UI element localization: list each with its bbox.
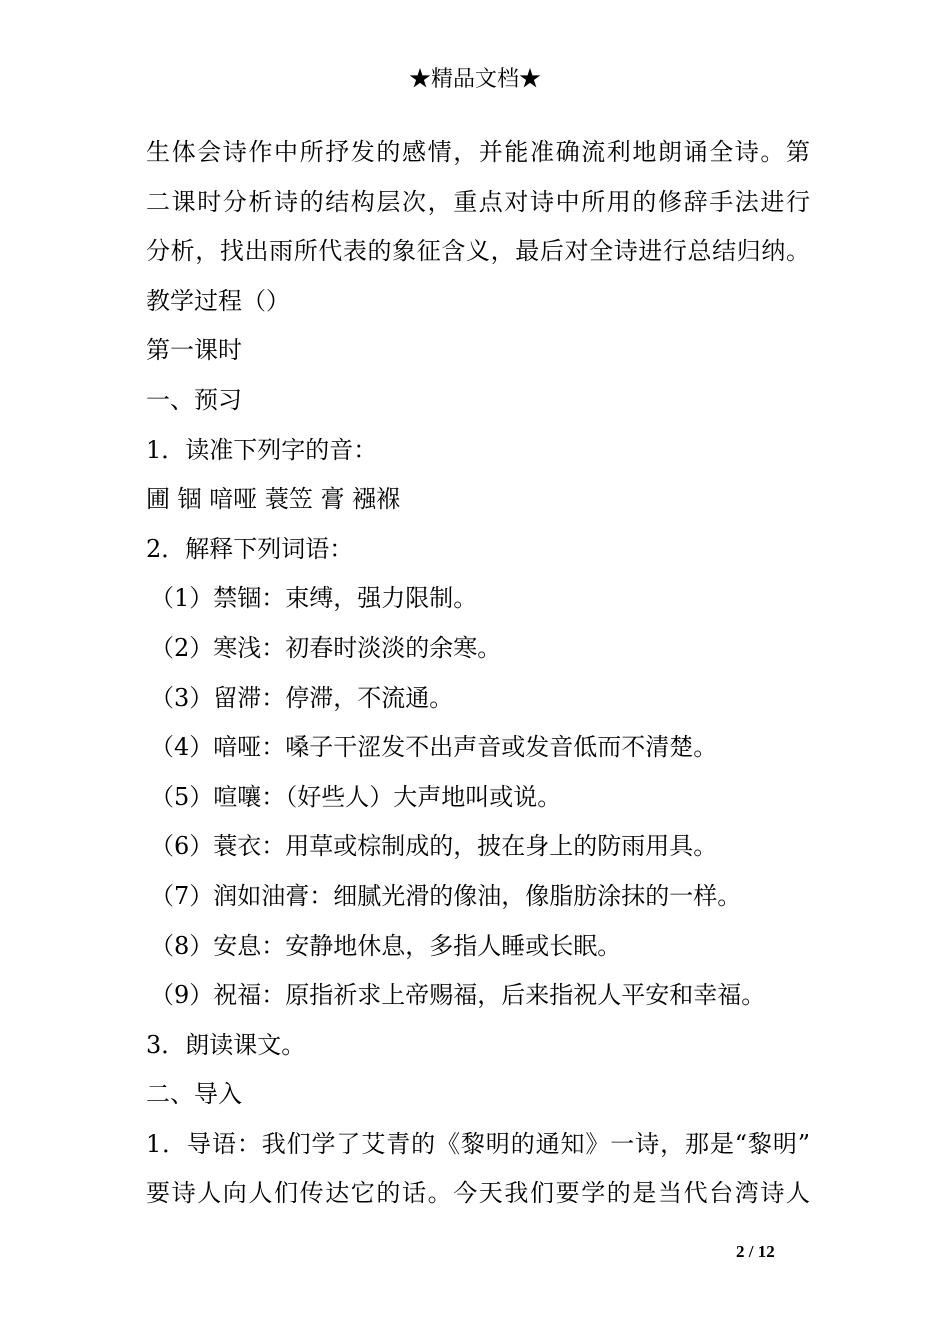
document-body [146,128,810,1219]
section-heading: 第一课时 [146,336,242,365]
text-line: 生体会诗作中所抒发的感情，并能准确流利地朗诵全诗。第 [146,138,810,166]
definition-item: （3）留滞：停滞，不流通。 [150,683,454,712]
list-item: 2．解释下列词语： [146,534,354,563]
text-line: 1．导语：我们学了艾青的《黎明的通知》一诗，那是“黎明” [146,1129,810,1158]
document-header-title: ★精品文档★ [408,67,541,92]
definition-item: （6）蓑衣：用草或棕制成的，披在身上的防雨用具。 [150,832,718,861]
definition-item: （9）祝福：原指祈求上帝赐福，后来指祝人平安和幸福。 [150,981,766,1010]
definition-item: （2）寒浅：初春时淡淡的余寒。 [150,633,502,662]
definition-item: （8）安息：安静地休息，多指人睡或长眠。 [150,931,622,960]
definition-item: （5）喧嚷：（好些人）大声地叫或说。 [150,782,562,811]
section-heading: 二、导入 [146,1080,242,1109]
text-line: 圃 锢 喑哑 蓑笠 膏 襁褓 [146,485,401,514]
definition-item: （4）喑哑：嗓子干涩发不出声音或发音低而不清楚。 [150,733,718,762]
text-line: 分析，找出雨所代表的象征含义，最后对全诗进行总结归纳。 [146,237,810,266]
text-line: 要诗人向人们传达它的话。今天我们要学的是当代台湾诗人 [146,1179,810,1208]
list-item: 1．读准下列字的音： [146,435,378,464]
section-heading: 教学过程（） [146,286,290,315]
section-heading: 一、预习 [146,385,242,414]
page-number: 2 / 12 [736,1242,775,1261]
definition-item: （1）禁锢：束缚，强力限制。 [150,584,478,613]
definition-item: （7）润如油膏：细腻光滑的像油，像脂肪涂抹的一样。 [150,881,742,910]
text-line: 二课时分析诗的结构层次，重点对诗中所用的修辞手法进行 [146,187,810,216]
list-item: 3．朗读课文。 [146,1030,306,1059]
